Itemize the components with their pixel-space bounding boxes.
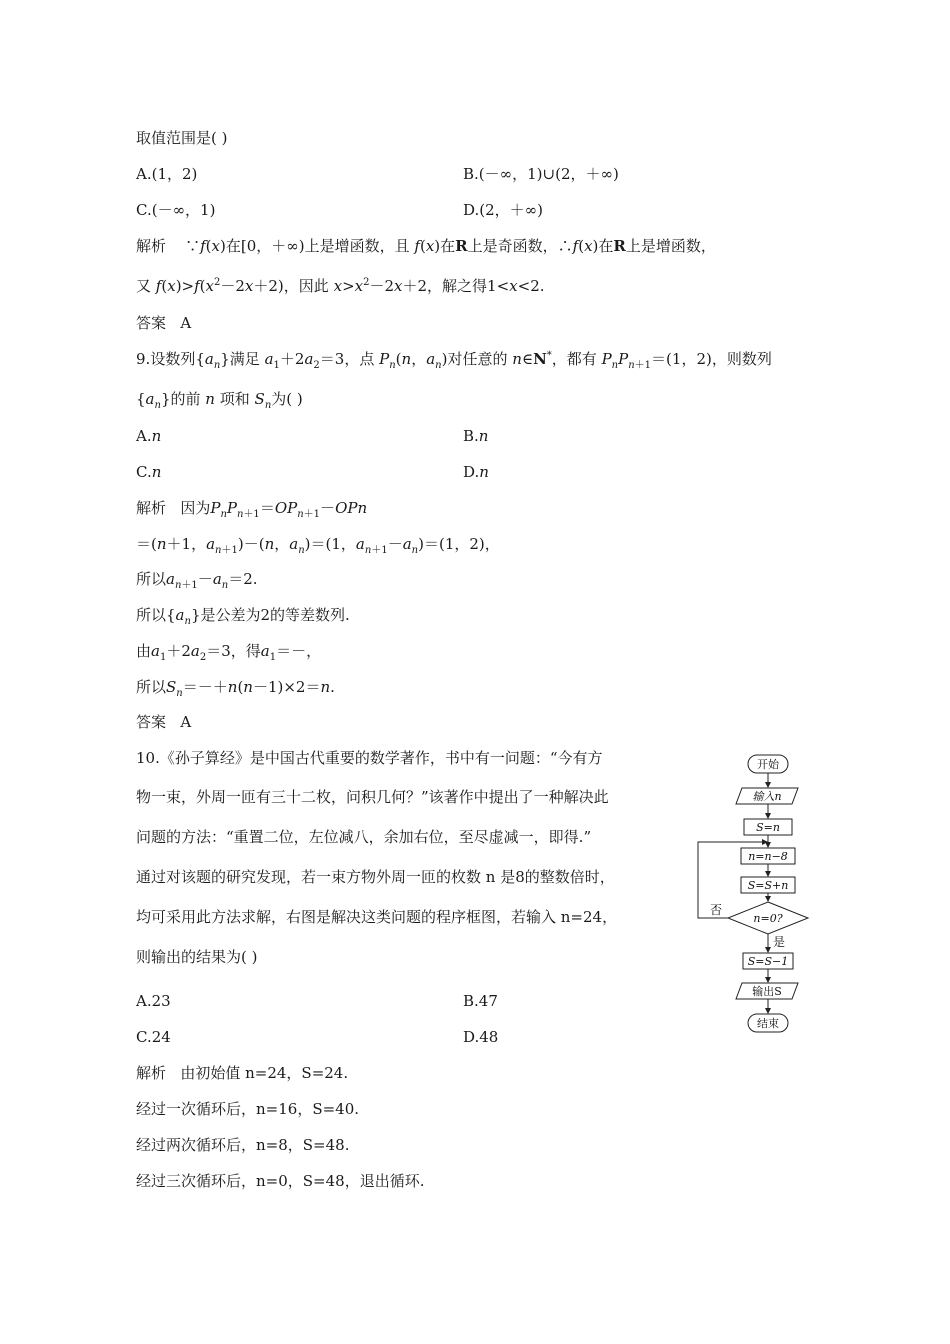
flow-dec-label: n=n−8 xyxy=(748,850,788,863)
q8-stem-tail: 取值范围是( ) xyxy=(136,129,228,147)
q8-option-b: B.(－∞，1)∪(2，＋∞) xyxy=(463,165,619,183)
flow-input-label: 输入n xyxy=(752,790,782,803)
q10-solution-line1: 解析 由初始值 n=24，S=24. xyxy=(136,1064,349,1082)
q9-option-d: D.n xyxy=(463,463,489,481)
q10-stem-line5: 均可采用此方法求解，右图是解决这类问题的程序框图，若输入 n=24， xyxy=(136,908,618,926)
flow-yes-label: 是 xyxy=(772,935,786,949)
q10-stem-line6: 则输出的结果为( ) xyxy=(136,948,258,966)
flow-output-label: 输出S xyxy=(752,985,782,998)
q10-solution-line4: 经过三次循环后，n=0，S=48，退出循环. xyxy=(136,1172,425,1190)
q10-solution-line3: 经过两次循环后，n=8，S=48. xyxy=(136,1136,350,1154)
q9-solution-line4: 所以$\{a_n\}$是公差为2的等差数列. xyxy=(136,606,350,627)
q10-stem-line3: 问题的方法：“重置二位，左位减八，余加右位，至尽虚减一，即得.” xyxy=(136,828,592,846)
q9-solution-line3: 所以$a_{n+1}-a_n=2$. xyxy=(136,570,258,591)
q10-option-a: A.23 xyxy=(136,992,171,1010)
q10-stem-line1: 10.《孙子算经》是中国古代重要的数学著作，书中有一问题：“今有方 xyxy=(136,749,603,767)
q9-option-b: B.n xyxy=(463,427,489,445)
flow-start-label: 开始 xyxy=(757,758,779,771)
q8-solution-line2: 又 $f(x)>f(x^2-2x+2)$，因此 $x>x^2-2x+2$，解之得1<x<2. xyxy=(136,277,545,295)
q8-solution-label: 解析 xyxy=(136,237,167,255)
flow-end-label: 结束 xyxy=(757,1017,779,1030)
flow-no-label: 否 xyxy=(709,903,723,917)
q8-option-c: C.(－∞，1) xyxy=(136,201,216,219)
q9-stem-line1: 9.设数列$\{a_n\}$满足 $a_1+2a_2=3$，点 $P_n(n$，$a_n$)对任意的 n∈N*，都有 $P_nP_{n+1}=(1$，2)，则数列 xyxy=(136,350,772,371)
q8-option-a: A.(1，2) xyxy=(136,165,198,183)
q9-option-a: A.n xyxy=(136,427,162,445)
q9-solution-line5: 由$a_1+2a_2=3$，得$a_1=-$， xyxy=(136,642,322,663)
q9-solution-line6: 所以$S_n=-+n(n-1)\times 2=n$. xyxy=(136,678,335,699)
q10-option-b: B.47 xyxy=(463,992,498,1010)
q10-solution-line2: 经过一次循环后，n=16，S=40. xyxy=(136,1100,360,1118)
q10-option-c: C.24 xyxy=(136,1028,171,1046)
flow-add-label: S=S+n xyxy=(747,879,789,892)
q9-stem-line2: $\{a_n\}$的前 n 项和 $S_n$为( ) xyxy=(136,390,303,411)
q9-solution-line1: 解析 因为$P_nP_{n+1}=OP_{n+1}-OPn$ xyxy=(136,499,368,520)
flowchart xyxy=(690,748,820,1038)
q9-solution-line2: ＝(n＋1，$a_{n+1})-(n$，$a_n)=(1$，$a_{n+1}-a_n)=(1$，2)， xyxy=(136,535,500,556)
flow-cond-label: n=0? xyxy=(753,912,783,925)
q8-option-d: D.(2，＋∞) xyxy=(463,201,544,219)
q9-option-c: C.n xyxy=(136,463,162,481)
q10-option-d: D.48 xyxy=(463,1028,499,1046)
q8-answer: 答案 A xyxy=(136,314,192,332)
q8-solution-line1: 解析 ∵f(x)在[0，＋∞)上是增函数，且 f(x)在R上是奇函数，∴f(x)在R上是增函数， xyxy=(136,237,716,255)
q9-solution-label: 解析 xyxy=(136,499,167,517)
q10-stem-line2: 物一束，外周一匝有三十二枚，问积几何？”该著作中提出了一种解决此 xyxy=(136,788,609,806)
q9-answer: 答案 A xyxy=(136,713,192,731)
q10-stem-line4: 通过对该题的研究发现，若一束方物外周一匝的枚数 n 是8的整数倍时， xyxy=(136,868,615,886)
q10-solution-label: 解析 xyxy=(136,1064,167,1082)
flow-sub-label: S=S−1 xyxy=(747,955,789,968)
flow-assign-label: S=n xyxy=(756,821,780,834)
